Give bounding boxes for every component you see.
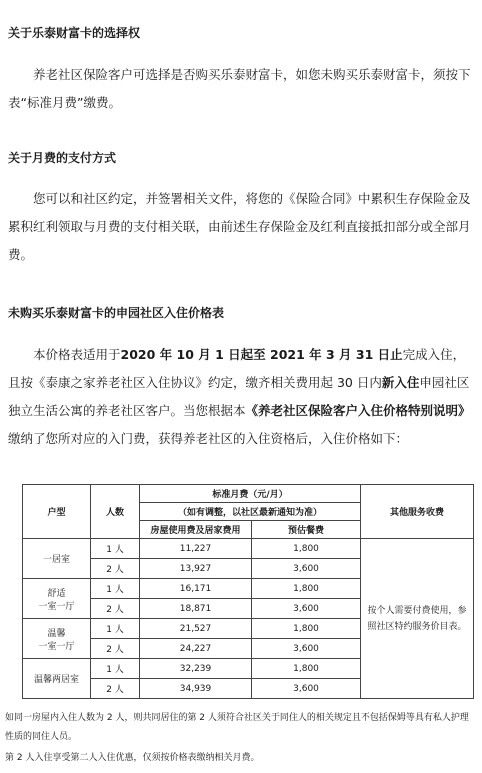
room-fee-cell: 13,927 [140,559,252,579]
table-row [23,539,474,559]
room-fee-cell: 34,939 [140,679,252,699]
header-other-services: 其他服务收费 [361,485,474,539]
people-cell: 2 人 [91,639,140,659]
price-table [22,484,474,699]
header-people: 人数 [91,485,140,539]
paragraph-payment-method: 您可以和社区约定，并签署相关文件，将您的《保险合同》中累积生存保险金及累积红利领取与月费的支付相关联，由前述生存保险金及红利直接抵扣部分或全部月费。 [8,191,471,262]
room-fee-cell: 11,227 [140,539,252,559]
room-type-cell: 温馨两居室 [23,659,91,699]
meal-fee-cell: 1,800 [252,619,361,639]
room-fee-cell: 21,527 [140,619,252,639]
room-fee-cell: 16,171 [140,579,252,599]
other-services-cell: 按个人需要付费使用，参照社区特约服务价目表。 [361,539,474,699]
meal-fee-cell: 3,600 [252,559,361,579]
heading-payment-method: 关于月费的支付方式 [8,151,117,165]
people-cell: 1 人 [91,659,140,679]
room-type-cell: 一居室 [23,539,91,579]
people-cell: 2 人 [91,679,140,699]
people-cell: 1 人 [91,579,140,599]
footnote-second-discount: 第 2 人入住享受第二人入住优惠，仅须按价格表缴纳相关月费。 [5,753,260,763]
meal-fee-cell: 1,800 [252,579,361,599]
people-cell: 2 人 [91,599,140,619]
room-fee-cell: 24,227 [140,639,252,659]
meal-fee-cell: 1,800 [252,539,361,559]
people-cell: 1 人 [91,619,140,639]
room-type-cell: 舒适 一室一厅 [23,579,91,619]
header-fee-note: （如有调整，以社区最新通知为准） [140,503,361,521]
heading-card-choice: 关于乐泰财富卡的选择权 [8,26,141,40]
header-room-fee: 房屋使用费及居家费用 [140,521,252,539]
paragraph-price-intro: 本价格表适用于2020 年 10 月 1 日起至 2021 年 3 月 31 日止完成入住，且按《泰康之家养老社区入住协议》约定，缴齐相关费用起 30 日内新入住申园社区独立生活公寓的养老社区客户。当您根据本《养老社区保险客户入住价格特别说明》缴纳了您所对应的入门费，获得养老社区的入住资格后，入住价格如下： [8,347,471,446]
room-fee-cell: 18,871 [140,599,252,619]
header-room-type: 户型 [23,485,91,539]
meal-fee-cell: 3,600 [252,679,361,699]
header-meal-fee: 预估餐费 [252,521,361,539]
meal-fee-cell: 3,600 [252,639,361,659]
room-fee-cell: 32,239 [140,659,252,679]
meal-fee-cell: 3,600 [252,599,361,619]
people-cell: 2 人 [91,559,140,579]
paragraph-card-choice: 养老社区保险客户可选择是否购买乐泰财富卡，如您未购买乐泰财富卡，须按下表“标准月费”缴费。 [8,67,471,110]
people-cell: 1 人 [91,539,140,559]
header-standard-fee: 标准月费（元/月） [140,485,361,503]
footnote-second-resident: 如同一房屋内入住人数为 2 人，则共同居住的第 2 人须符合社区关于同住人的相关规定且不包括保姆等具有私人护理性质的同住人员。 [5,713,469,742]
meal-fee-cell: 1,800 [252,659,361,679]
room-type-cell: 温馨 一室一厅 [23,619,91,659]
heading-price-table: 未购买乐泰财富卡的申园社区入住价格表 [8,306,225,320]
